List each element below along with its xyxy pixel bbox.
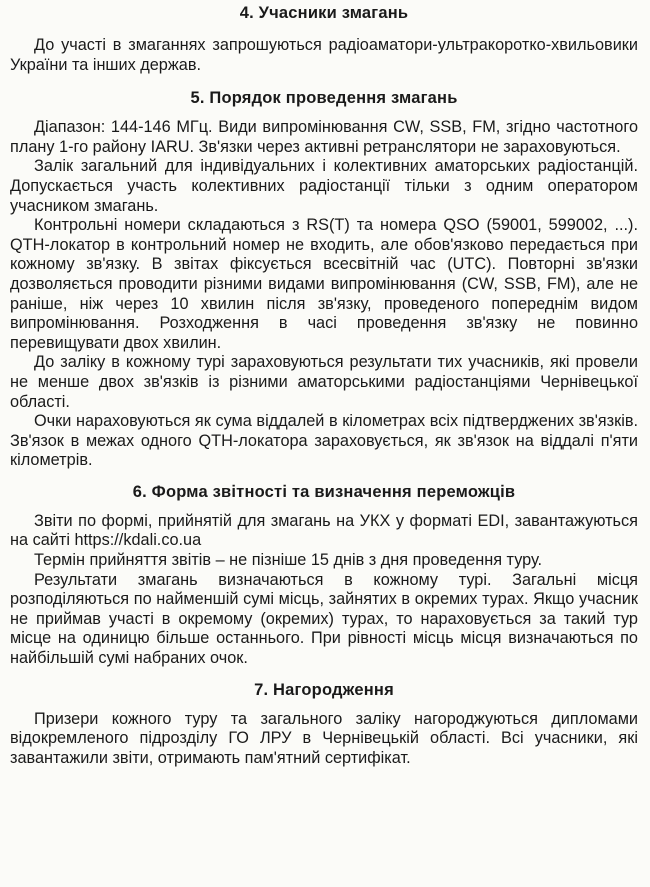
section-7-body <box>10 710 638 769</box>
section-6-heading: 6. Форма звітності та визначення переможців <box>132 482 516 501</box>
section-5-heading: 5. Порядок проведення змагань <box>190 89 458 108</box>
paragraph: Діапазон: 144-146 МГц. Види випромінювання CW, SSB, FM, згідно частотного плану 1-го району IARU. Зв'язки через активні ретранслятори не зараховуються. <box>10 118 638 156</box>
section-7-heading: 7. Нагородження <box>254 680 394 699</box>
paragraph: До участі в змаганнях запрошуються радіоаматори-ультракоротко-хвильовики України та інших держав. <box>10 36 638 74</box>
paragraph: Результати змагань визначаються в кожному турі. Загальні місця розподіляються по найменшій сумі місць, зайнятих в окремих турах. Якщо учасник не приймав участі в окремому (окремих) турах, то нараховується за такий тур місце на одиницю більше останнього. При рівності місць місця визначаються по найбільшій сумі набраних очок. <box>10 570 638 668</box>
section-4-body <box>10 36 638 75</box>
section-6-body <box>10 512 638 669</box>
paragraph: Призери кожного туру та загального заліку нагороджуються дипломами відокремленого підрозділу ГО ЛРУ в Чернівецькій області. Всі учасники, які завантажили звіти, отримають пам'ятний сертифікат. <box>10 709 638 767</box>
section-5-body <box>10 118 638 471</box>
paragraph: Залік загальний для індивідуальних і колективних аматорських радіостанцій. Допускається участь колективних радіостанції тільки з одним оператором учасником змагань. <box>10 157 638 215</box>
paragraph: До заліку в кожному турі зараховуються результати тих учасників, які провели не менше двох зв'язків із різними аматорськими радіостанціями Чернівецької області. <box>10 353 638 411</box>
paragraph: Звіти по формі, прийнятій для змагань на УКХ у форматі EDI, завантажуються на сайті https://kdali.co.ua <box>10 511 638 550</box>
paragraph: Очки нараховуються як сума віддалей в кілометрах всіх підтверджених зв'язків. Зв'язок в межах одного QTH-локатора зараховується, як зв'язок на віддалі п'яти кілометрів. <box>10 412 638 470</box>
paragraph: Контрольні номери складаються з RS(T) та номера QSO (59001, 599002, ...). QTH-локатор в контрольний номер не входить, але обов'язково передається при кожному зв'язку. В звітах фіксується всесвітній час (UTC). Повторні зв'язки дозволяється проводити різними видами випромінювання (CW, SSB, FM), але не раніше, ніж через 10 хвилин після зв'язку, проведеного попереднім видом випромінювання. Розходження в часі проведення зв'язку не повинно перевищувати двох хвилин. <box>10 216 638 352</box>
section-4-heading: 4. Учасники змагань <box>239 4 409 22</box>
paragraph: Термін прийняття звітів – не пізніше 15 днів з дня проведення туру. <box>34 551 543 570</box>
